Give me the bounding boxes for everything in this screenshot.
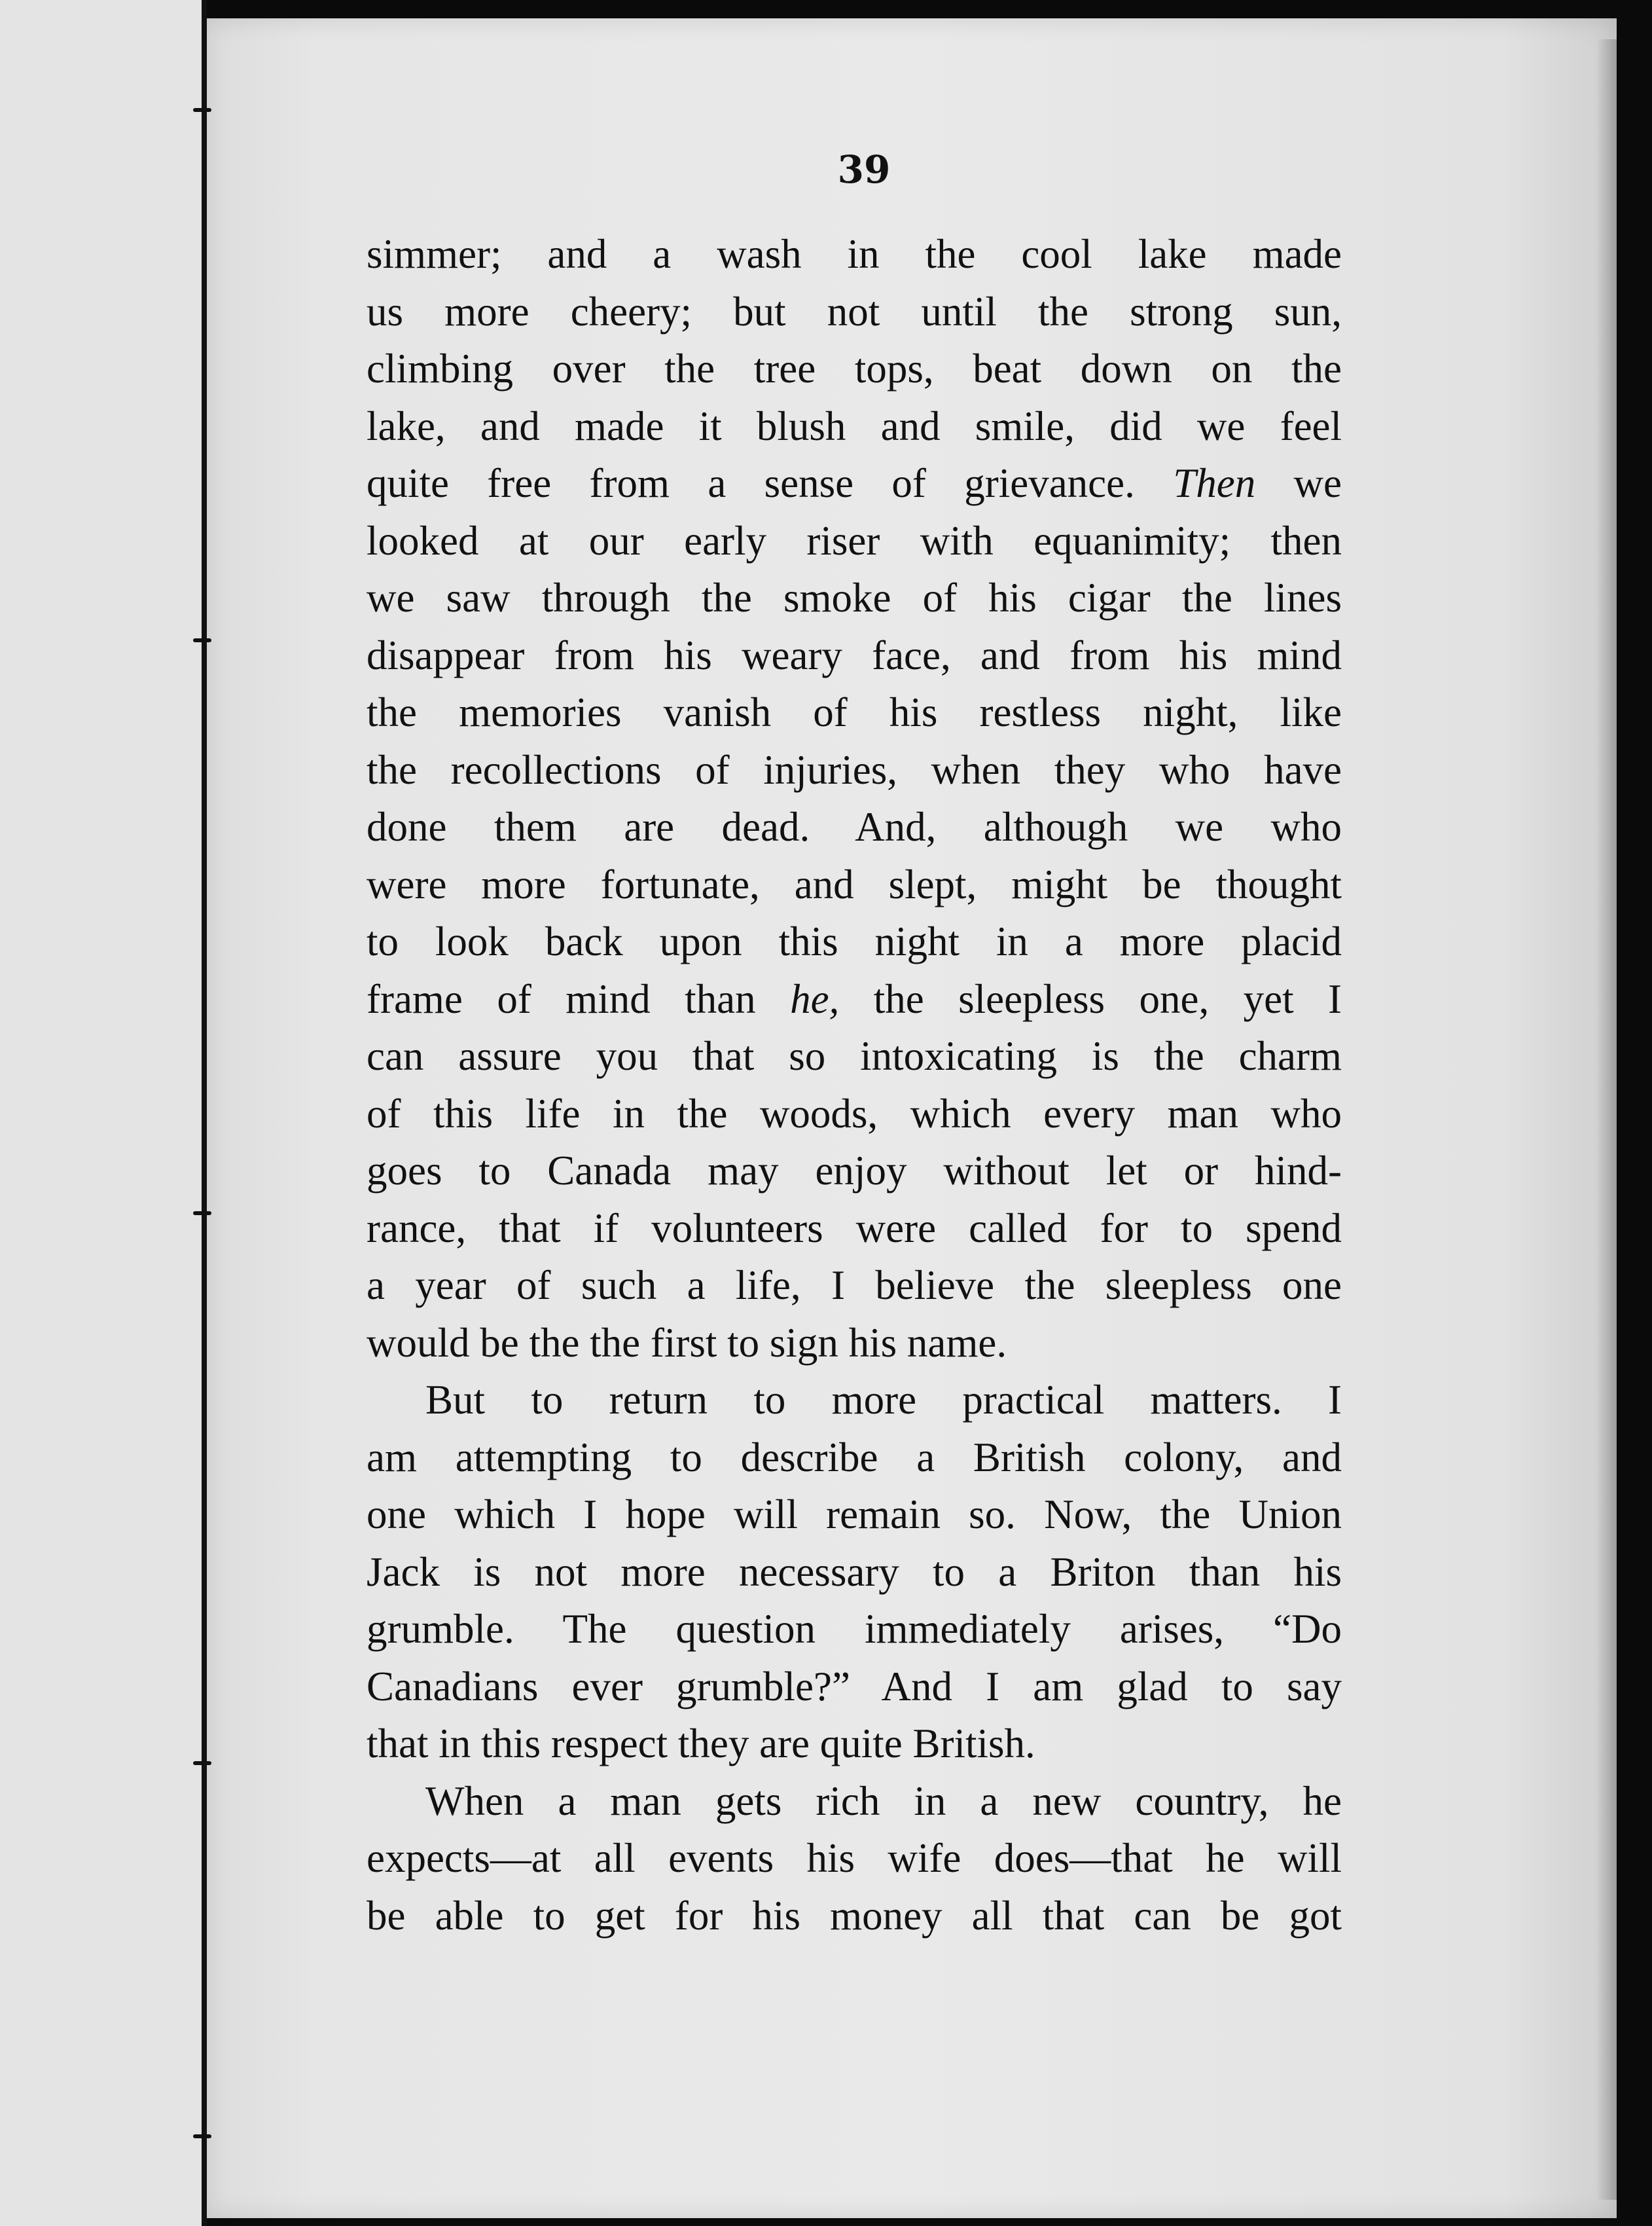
text-segment: grumble. The question immediately arises, “Do [367, 1606, 1342, 1652]
text-line [367, 684, 1342, 742]
text-line [367, 913, 1342, 971]
text-line [367, 1544, 1342, 1601]
text-line [367, 856, 1342, 914]
text-line [367, 1773, 1342, 1831]
text-line [367, 1715, 1342, 1773]
text-segment: that in this respect they are quite British. [367, 1721, 1035, 1766]
text-line [367, 455, 1342, 513]
page-edge [1597, 39, 1617, 2200]
text-segment: we [1255, 460, 1342, 506]
text-line [367, 1028, 1342, 1086]
text-line [367, 1257, 1342, 1315]
text-line [367, 570, 1342, 627]
text-segment: done them are dead. And, although we who [367, 804, 1342, 850]
text-line [367, 283, 1342, 341]
text-line [367, 1086, 1342, 1143]
text-segment: us more cheery; but not until the strong sun, [367, 288, 1342, 335]
text-segment: am attempting to describe a British colony, and [367, 1434, 1342, 1480]
text-line [367, 1830, 1342, 1888]
text-segment: would be the the first to sign his name. [367, 1319, 1007, 1366]
text-line [367, 1142, 1342, 1200]
text-line [367, 1486, 1342, 1544]
text-segment: can assure you that so intoxicating is the charm [367, 1033, 1342, 1079]
binding-stitch [193, 2134, 211, 2138]
text-line [367, 627, 1342, 685]
text-segment: to look back upon this night in a more placid [367, 919, 1342, 964]
paragraph [367, 1372, 1342, 1773]
text-line [367, 398, 1342, 456]
binding-spine [202, 0, 207, 2226]
binding-stitch [193, 108, 211, 112]
text-segment: one which I hope will remain so. Now, the Union [367, 1491, 1342, 1537]
paragraph [367, 1773, 1342, 1945]
text-line [367, 1315, 1342, 1372]
text-line [367, 1200, 1342, 1258]
text-segment: were more fortunate, and slept, might be thought [367, 861, 1342, 907]
text-segment: Canadians ever grumble?” And I am glad to say [367, 1663, 1342, 1709]
text-line [367, 971, 1342, 1029]
text-segment: simmer; and a wash in the cool lake made [367, 231, 1342, 277]
text-line [367, 1658, 1342, 1716]
text-segment: the sleepless one, yet I [839, 976, 1342, 1022]
text-segment: be able to get for his money all that can be got [367, 1892, 1342, 1939]
body-text [367, 226, 1342, 1944]
text-line [367, 742, 1342, 799]
text-line [367, 340, 1342, 398]
text-segment: the recollections of injuries, when they who have [367, 746, 1342, 793]
text-segment: goes to Canada may enjoy without let or hind- [367, 1148, 1342, 1194]
text-segment: rance, that if volunteers were called for to spend [367, 1205, 1342, 1251]
page-number: 39 [837, 147, 891, 192]
text-segment: expects—at all events his wife does—that he will [367, 1835, 1342, 1881]
text-line [367, 1888, 1342, 1945]
italic-word: Then [1173, 460, 1256, 506]
text-segment: frame of mind than [367, 976, 791, 1022]
text-segment: quite free from a sense of grievance. [367, 460, 1174, 506]
binding-margin [0, 0, 203, 2226]
paragraph [367, 226, 1342, 1372]
text-line [367, 513, 1342, 570]
text-segment: a year of such a life, I believe the sleepless one [367, 1262, 1342, 1308]
text-segment: Jack is not more necessary to a Briton than his [367, 1548, 1342, 1595]
binding-stitch [193, 638, 211, 642]
text-segment: we saw through the smoke of his cigar the lines [367, 575, 1342, 621]
text-line [367, 1372, 1342, 1429]
text-line [367, 1429, 1342, 1487]
text-line [367, 799, 1342, 856]
text-segment: But to return to more practical matters. I [425, 1377, 1342, 1423]
text-line [367, 1601, 1342, 1658]
text-segment: disappear from his weary face, and from his mind [367, 632, 1342, 678]
text-segment: the memories vanish of his restless night, like [367, 689, 1342, 735]
binding-stitch [193, 1761, 211, 1765]
text-segment: of this life in the woods, which every man who [367, 1090, 1342, 1137]
text-line [367, 226, 1342, 283]
italic-word: he, [790, 976, 840, 1022]
text-segment: lake, and made it blush and smile, did we feel [367, 403, 1342, 449]
text-segment: climbing over the tree tops, beat down on the [367, 346, 1342, 392]
text-segment: looked at our early riser with equanimity; then [367, 517, 1342, 564]
text-segment: When a man gets rich in a new country, he [425, 1778, 1342, 1824]
binding-stitch [193, 1211, 211, 1215]
